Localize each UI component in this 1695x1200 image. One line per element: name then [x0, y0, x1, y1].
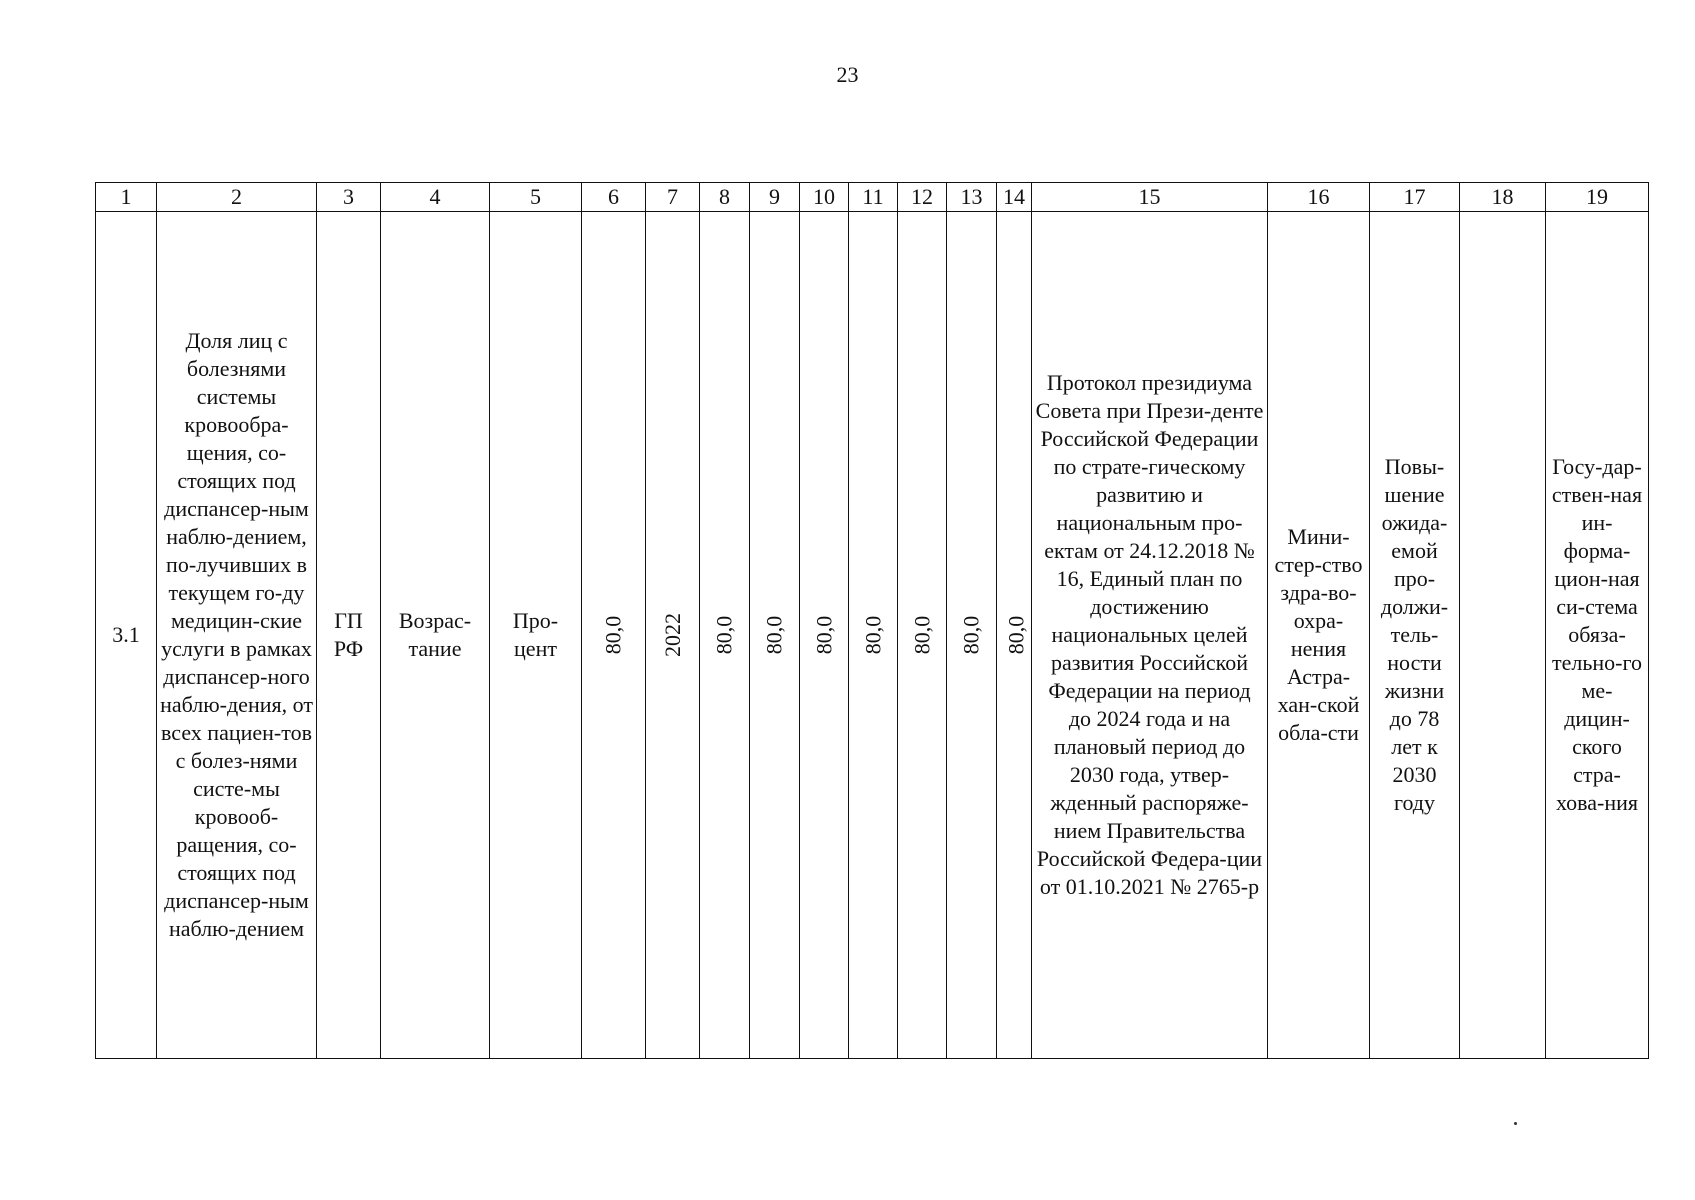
column-number-cell: 6 — [582, 183, 646, 212]
column-number-cell: 4 — [381, 183, 490, 212]
column-number-cell: 8 — [700, 183, 750, 212]
goal-link: Повы-шение ожида-емой про-должи-тель-ности жизни до 78 лет к 2030 году — [1380, 454, 1449, 815]
column-number-cell: 3 — [317, 183, 381, 212]
column-number-cell: 10 — [800, 183, 849, 212]
indicator-name: Доля лиц с болезнями системы кровообра-щения, со-стоящих под диспансер-ным наблю-дением, по-лучивших в текущем го-ду медицин-ские услуги в рамках диспансер-ного наблю-дения, от всех пациен-тов с болез-нями систе-мы кровооб-ращения, со-стоящих под диспансер-ным наблю-дением — [160, 328, 313, 941]
column-number-cell: 14 — [997, 183, 1032, 212]
value-cell — [997, 212, 1032, 1059]
trend-cell — [381, 212, 490, 1059]
value-cell — [898, 212, 947, 1059]
value-col-11: 80,0 — [860, 615, 885, 655]
column-number-cell: 1 — [96, 183, 157, 212]
responsible-body: Мини-стер-ство здра-во-охра-нения Астра-хан-ской обла-сти — [1274, 524, 1363, 745]
column-number-cell: 13 — [947, 183, 997, 212]
year-cell — [646, 212, 700, 1059]
value-col-10: 80,0 — [811, 615, 836, 655]
column-number-cell: 15 — [1032, 183, 1268, 212]
indicator-level: ГП РФ — [333, 608, 364, 661]
column-number-cell: 18 — [1460, 183, 1546, 212]
unit: Про-цент — [512, 608, 559, 661]
column-number-cell: 2 — [157, 183, 317, 212]
document-basis-cell — [1032, 212, 1268, 1059]
empty-cell — [1460, 212, 1546, 1059]
value-cell — [947, 212, 997, 1059]
stray-mark — [1514, 1122, 1517, 1125]
column-number-cell: 16 — [1268, 183, 1370, 212]
info-system-cell — [1546, 212, 1649, 1059]
info-system: Госу-дар-ствен-ная ин-форма-цион-ная си-стема обяза-тельно-го ме-дицин-ского стра-хова-ния — [1551, 454, 1643, 815]
value-cell — [849, 212, 898, 1059]
column-number-cell: 7 — [646, 183, 700, 212]
column-number-row — [96, 183, 1649, 212]
base-year: 2022 — [659, 613, 685, 657]
value-cell — [800, 212, 849, 1059]
column-number-cell: 5 — [490, 183, 582, 212]
column-number-cell: 9 — [750, 183, 800, 212]
indicator-table — [95, 182, 1649, 1059]
value-col-12: 80,0 — [909, 615, 934, 655]
page-number: 23 — [836, 62, 859, 87]
indicator-name-cell — [157, 212, 317, 1059]
value-col-8: 80,0 — [711, 615, 737, 655]
column-number-cell: 11 — [849, 183, 898, 212]
indicator-row — [96, 212, 1649, 1059]
value-col-14: 80,0 — [1003, 615, 1029, 655]
value-cell — [582, 212, 646, 1059]
value-col-13: 80,0 — [958, 615, 984, 655]
column-number-cell: 19 — [1546, 183, 1649, 212]
value-cell — [700, 212, 750, 1059]
row-number: 3.1 — [112, 622, 140, 647]
value-col-6: 80,0 — [600, 615, 626, 655]
trend: Возрас-тание — [398, 608, 472, 661]
value-cell — [750, 212, 800, 1059]
column-number-cell: 12 — [898, 183, 947, 212]
unit-cell — [490, 212, 582, 1059]
document-basis: Протокол президиума Совета при Прези-денте Российской Федерации по страте-гическому развитию и национальным про-ектам от 24.12.2018 № 16, Единый план по достижению национальных целей развития Российской Федерации на период до 2024 года и на плановый период до 2030 года, утвер-жденный распоряже-нием Правительства Российской Федера-ции от 01.10.2021 № 2765-р — [1035, 370, 1264, 899]
value-col-9: 80,0 — [761, 615, 787, 655]
goal-link-cell — [1370, 212, 1460, 1059]
indicator-level-cell — [317, 212, 381, 1059]
column-number-cell: 17 — [1370, 183, 1460, 212]
row-number-cell — [96, 212, 157, 1059]
responsible-cell — [1268, 212, 1370, 1059]
